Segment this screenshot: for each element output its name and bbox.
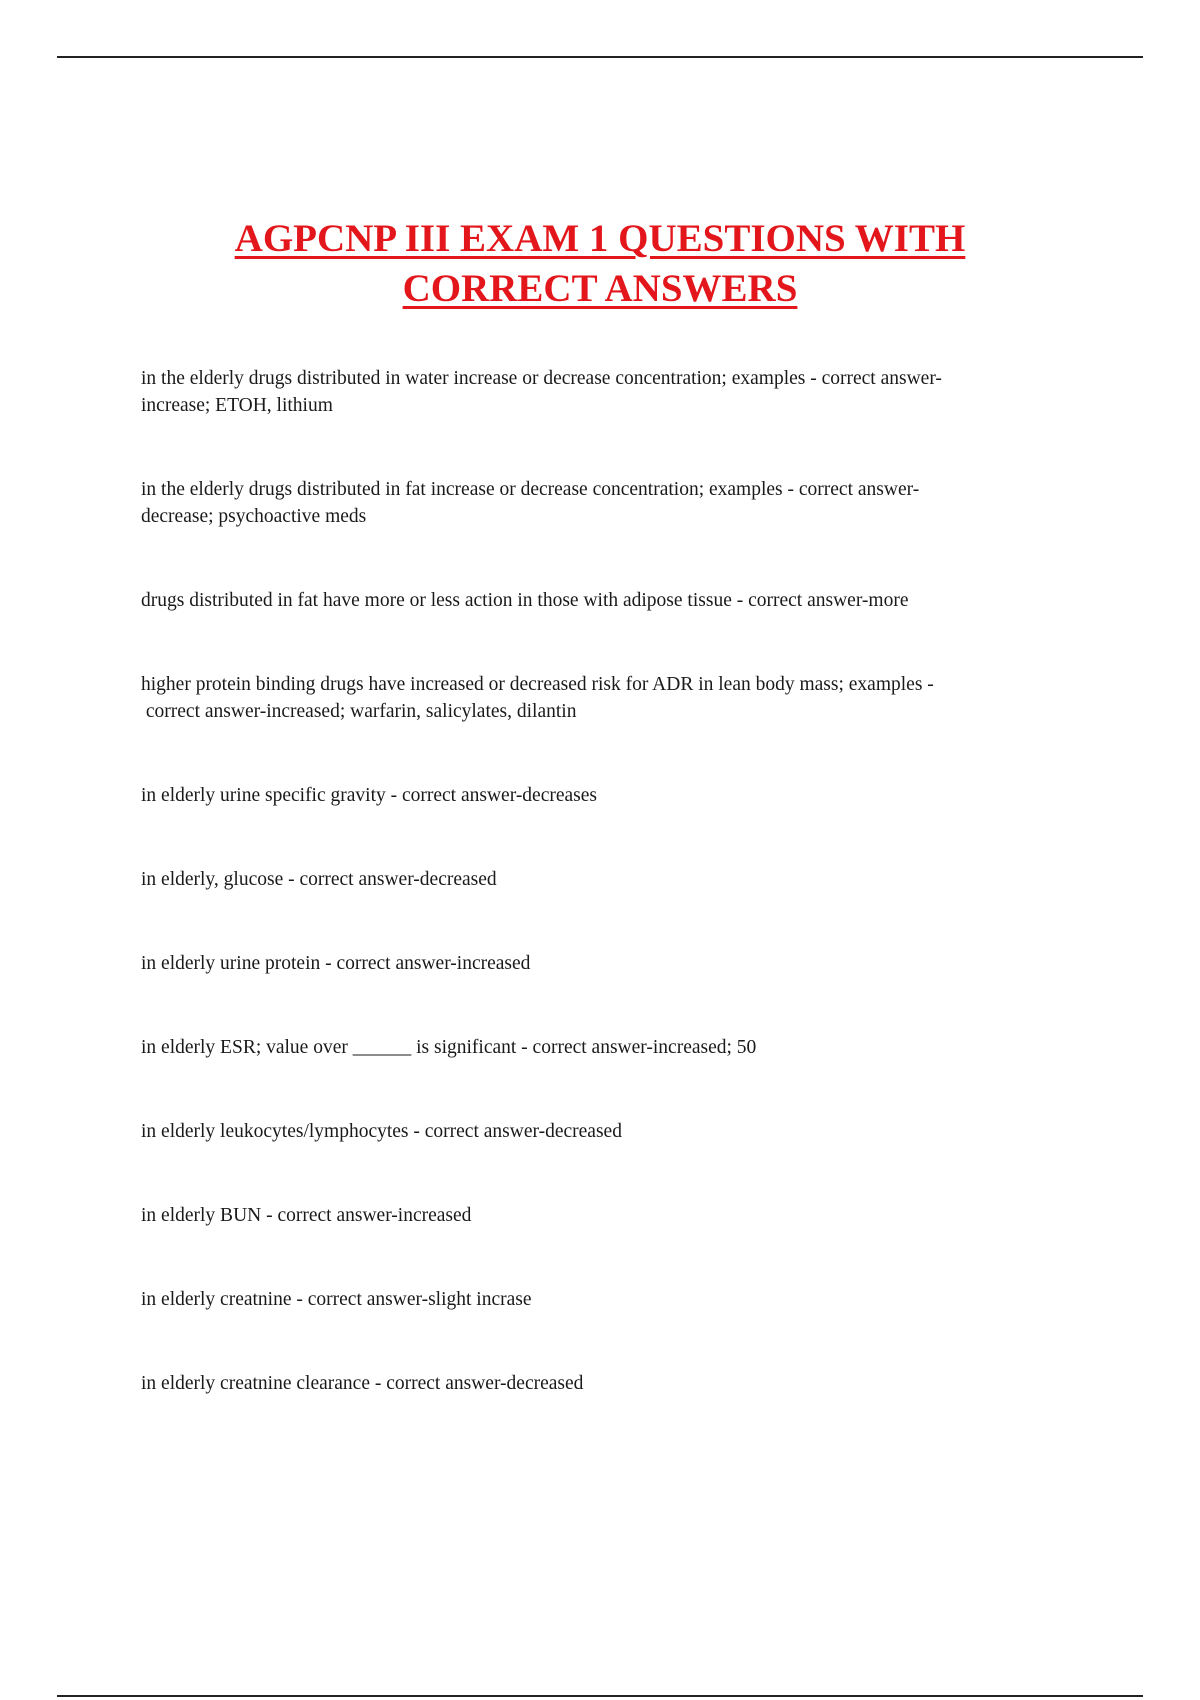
qa-item-2: in the elderly drugs distributed in fat increase or decrease concentration; examples - correct answer- decrease; psychoactive meds <box>141 479 920 527</box>
qa-item-9: in elderly leukocytes/lymphocytes - correct answer-decreased <box>141 1121 622 1142</box>
title-line-2: CORRECT ANSWERS <box>402 267 798 310</box>
bottom-rule <box>57 1695 1143 1697</box>
qa-item-8: in elderly ESR; value over ______ is significant - correct answer-increased; 50 <box>141 1037 757 1058</box>
qa-item-12: in elderly creatnine clearance - correct answer-decreased <box>141 1373 584 1394</box>
qa-item-7: in elderly urine protein - correct answer-increased <box>141 953 531 974</box>
qa-item-5: in elderly urine specific gravity - correct answer-decreases <box>141 785 598 806</box>
top-rule <box>57 56 1143 58</box>
qa-item-10: in elderly BUN - correct answer-increased <box>141 1205 472 1226</box>
qa-item-11: in elderly creatnine - correct answer-slight incrase <box>141 1289 532 1310</box>
qa-item-6: in elderly, glucose - correct answer-decreased <box>141 869 497 890</box>
qa-item-3: drugs distributed in fat have more or less action in those with adipose tissue - correct answer-more <box>141 590 909 611</box>
document-title <box>0 214 1200 314</box>
qa-item-4: higher protein binding drugs have increased or decreased risk for ADR in lean body mass; examples - correct answer-increased; warfarin, salicylates, dilantin <box>141 674 934 722</box>
qa-list <box>141 365 1061 1397</box>
qa-item-1: in the elderly drugs distributed in water increase or decrease concentration; examples - correct answer- increase; ETOH, lithium <box>141 368 942 416</box>
title-line-1: AGPCNP III EXAM 1 QUESTIONS WITH <box>234 217 966 260</box>
